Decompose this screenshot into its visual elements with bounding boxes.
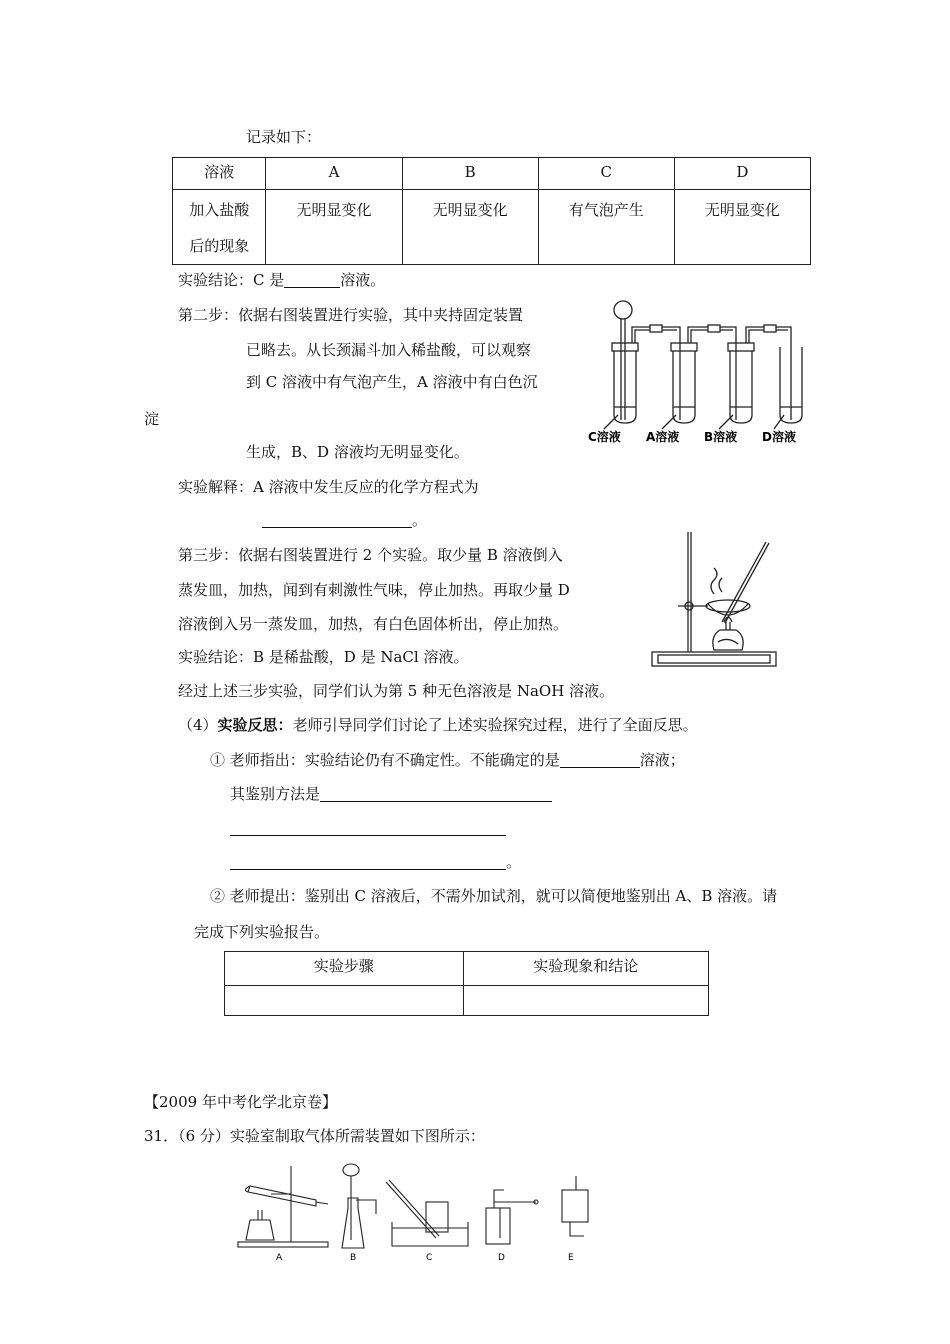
- evaporation-apparatus-figure: [648, 528, 778, 670]
- table-header-cell: C: [538, 158, 674, 190]
- table-header-cell: 实验现象和结论: [463, 952, 709, 986]
- answer-blank[interactable]: [320, 785, 552, 802]
- conclusion-line: 实验结论：C 是 溶液。: [178, 271, 386, 289]
- step2-line: 第二步：依据右图装置进行实验，其中夹持固定装置: [178, 306, 524, 324]
- fig1-label: B溶液: [704, 430, 738, 444]
- step2-line: 生成，B、D 溶液均无明显变化。: [246, 443, 469, 461]
- fig3-label: B: [350, 1253, 357, 1263]
- step2-line: 已略去。从长颈漏斗加入稀盐酸，可以观察: [246, 341, 532, 359]
- table-cell[interactable]: [463, 986, 709, 1016]
- explain-line: 实验解释：A 溶液中发生反应的化学方程式为: [178, 478, 479, 496]
- table-header-cell: 实验步骤: [225, 952, 464, 986]
- step3-line: 溶液倒入另一蒸发皿，加热，有白色固体析出，停止加热。: [178, 615, 569, 633]
- answer-blank[interactable]: [230, 819, 506, 836]
- fig3-label: D: [498, 1253, 505, 1263]
- question-31: 31．（6 分）实验室制取气体所需装置如下图所示：: [144, 1127, 485, 1145]
- equation-line: 。: [262, 510, 427, 530]
- table-header-cell: B: [402, 158, 538, 190]
- table-cell: 无明显变化: [674, 190, 810, 265]
- step3-line: 经过上述三步实验，同学们认为第 5 种无色溶液是 NaOH 溶液。: [178, 682, 615, 700]
- step2-line: 到 C 溶液中有气泡产生，A 溶液中有白色沉: [246, 373, 538, 391]
- answer-blank[interactable]: [560, 751, 640, 768]
- point2-line: 完成下列实验报告。: [194, 923, 330, 941]
- test-tube-apparatus-figure: [588, 295, 810, 447]
- results-table: [172, 157, 811, 265]
- step3-line: 实验结论：B 是稀盐酸，D 是 NaCl 溶液。: [178, 648, 469, 666]
- gas-apparatus-figure: [236, 1162, 598, 1266]
- fig1-label: D溶液: [762, 430, 796, 444]
- step3-line: 第三步：依据右图装置进行 2 个实验。取少量 B 溶液倒入: [178, 546, 563, 564]
- answer-blank[interactable]: [284, 271, 340, 288]
- method-blank-line: 。: [230, 852, 521, 872]
- answer-blank[interactable]: [262, 511, 412, 528]
- table-header-cell: D: [674, 158, 810, 190]
- fig3-label: E: [568, 1253, 574, 1263]
- method-line: 其鉴别方法是: [230, 784, 552, 804]
- source-label: 【2009 年中考化学北京卷】: [144, 1093, 337, 1111]
- fig1-label: C溶液: [588, 430, 621, 444]
- table-cell: 无明显变化: [266, 190, 402, 265]
- report-table: [224, 951, 709, 1016]
- table-cell[interactable]: [225, 986, 464, 1016]
- fig3-label: A: [276, 1253, 283, 1263]
- answer-blank[interactable]: [230, 853, 506, 870]
- fig1-label: A溶液: [646, 430, 680, 444]
- point1-line: ① 老师指出：实验结论仍有不确定性。不能确定的是 溶液；: [210, 751, 685, 769]
- table-row-label: 加入盐酸 后的现象: [173, 190, 266, 265]
- table-header-cell: A: [266, 158, 402, 190]
- fig3-label: C: [426, 1253, 433, 1263]
- table-cell: 有气泡产生: [538, 190, 674, 265]
- table-header-cell: 溶液: [173, 158, 266, 190]
- method-blank-line: [230, 818, 506, 838]
- table-cell: 无明显变化: [402, 190, 538, 265]
- step2-line: 淀: [144, 410, 160, 428]
- intro-text: 记录如下：: [246, 128, 322, 146]
- step3-line: 蒸发皿，加热，闻到有刺激性气味，停止加热。再取少量 D: [178, 581, 570, 599]
- point2-line: ② 老师提出：鉴别出 C 溶液后，不需外加试剂，就可以简便地鉴别出 A、B 溶液。请: [210, 887, 778, 905]
- reflect-line: （4）实验反思：老师引导同学们讨论了上述实验探究过程，进行了全面反思。: [178, 716, 698, 734]
